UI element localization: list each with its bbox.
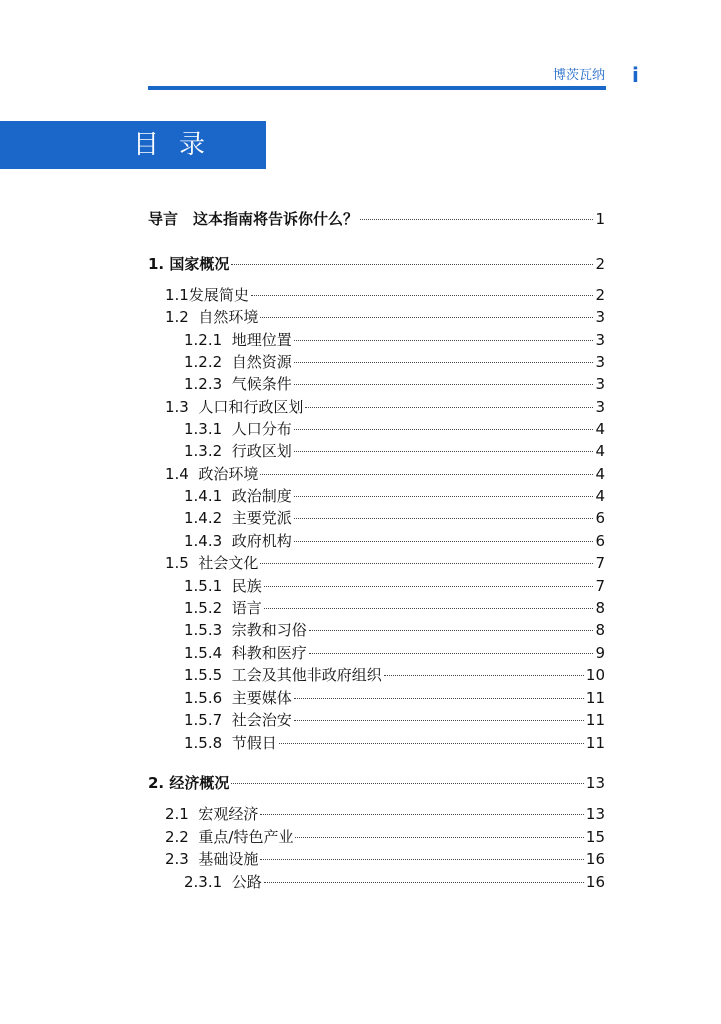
page-number: i xyxy=(632,63,639,87)
toc-entry-page: 2 xyxy=(595,255,605,273)
toc-dot-leader xyxy=(264,882,584,883)
running-head-title: 博茨瓦纳 xyxy=(552,68,605,83)
toc-entry[interactable] xyxy=(184,665,605,687)
toc-entry-label: 1.4 政治环境 xyxy=(165,465,259,483)
toc-entry-page: 2 xyxy=(595,286,605,304)
toc-entry-page: 4 xyxy=(595,420,605,438)
toc-entry[interactable] xyxy=(148,773,605,795)
toc-entry-page: 3 xyxy=(595,331,605,349)
toc-entry-label: 1.2.3 气候条件 xyxy=(184,375,292,393)
toc-dot-leader xyxy=(294,541,594,542)
toc-entry[interactable] xyxy=(184,374,605,396)
toc-entry-page: 15 xyxy=(585,828,605,846)
toc-dot-leader xyxy=(295,837,583,838)
toc-entry-page: 6 xyxy=(595,509,605,527)
toc-entry[interactable] xyxy=(184,419,605,441)
toc-entry-label: 1.1发展简史 xyxy=(165,286,249,304)
toc-entry-label: 1.5.6 主要媒体 xyxy=(184,689,292,707)
toc-entry-page: 16 xyxy=(585,873,605,891)
toc-dot-leader xyxy=(294,340,594,341)
toc-entry[interactable] xyxy=(165,397,605,419)
toc-entry-label: 2. 经济概况 xyxy=(148,774,230,792)
toc-entry-page: 13 xyxy=(585,774,605,792)
toc-entry-page: 7 xyxy=(595,577,605,595)
toc-entry-page: 8 xyxy=(595,621,605,639)
toc-entry-page: 4 xyxy=(595,487,605,505)
toc-dot-leader xyxy=(294,362,594,363)
toc-entry-page: 1 xyxy=(595,210,605,228)
toc-dot-leader xyxy=(260,317,593,318)
toc-dot-leader xyxy=(260,859,584,860)
toc-entry-label: 1.5.5 工会及其他非政府组织 xyxy=(184,666,382,684)
toc-entry[interactable] xyxy=(184,508,605,530)
toc-entry[interactable] xyxy=(165,307,605,329)
toc-entry-label: 1.5.8 节假日 xyxy=(184,734,277,752)
toc-entry-label: 2.3.1 公路 xyxy=(184,873,262,891)
toc-entry[interactable] xyxy=(165,827,605,849)
toc-dot-leader xyxy=(384,675,584,676)
page-title: 目录 xyxy=(133,130,226,160)
toc-entry[interactable] xyxy=(184,620,605,642)
toc-dot-leader xyxy=(305,407,593,408)
toc-entry[interactable] xyxy=(184,733,605,755)
toc-entry[interactable] xyxy=(184,598,605,620)
toc-entry[interactable] xyxy=(184,643,605,665)
toc-entry[interactable] xyxy=(184,441,605,463)
toc-entry-label: 1.2 自然环境 xyxy=(165,308,259,326)
toc-entry-label: 2.1 宏观经济 xyxy=(165,805,259,823)
toc-dot-leader xyxy=(264,608,594,609)
toc-entry-page: 16 xyxy=(585,850,605,868)
toc-entry[interactable] xyxy=(184,531,605,553)
toc-entry-label: 1.5.7 社会治安 xyxy=(184,711,292,729)
toc-entry-label: 1.3 人口和行政区划 xyxy=(165,398,304,416)
toc-dot-leader xyxy=(294,518,594,519)
header-rule xyxy=(148,86,606,90)
toc-entry[interactable] xyxy=(184,576,605,598)
toc-entry-page: 8 xyxy=(595,599,605,617)
toc-entry[interactable] xyxy=(184,330,605,352)
toc-entry-page: 3 xyxy=(595,398,605,416)
toc-entry[interactable] xyxy=(184,352,605,374)
toc-dot-leader xyxy=(279,743,584,744)
toc-dot-leader xyxy=(294,429,594,430)
toc-entry-label: 1.5.2 语言 xyxy=(184,599,262,617)
toc-dot-leader xyxy=(294,720,584,721)
toc-entry-page: 6 xyxy=(595,532,605,550)
toc-entry-label: 1.4.3 政府机构 xyxy=(184,532,292,550)
toc-entry[interactable] xyxy=(165,464,605,486)
toc-dot-leader xyxy=(264,586,594,587)
toc-dot-leader xyxy=(309,653,594,654)
toc-entry-label: 1.5 社会文化 xyxy=(165,554,259,572)
toc-entry-page: 4 xyxy=(595,442,605,460)
toc-dot-leader xyxy=(309,630,594,631)
toc-entry-page: 7 xyxy=(595,554,605,572)
toc-entry-label: 1.2.2 自然资源 xyxy=(184,353,292,371)
toc-entry-label: 1.5.4 科教和医疗 xyxy=(184,644,307,662)
toc-entry-label: 1.2.1 地理位置 xyxy=(184,331,292,349)
toc-entry-label: 1.5.3 宗教和习俗 xyxy=(184,621,307,639)
toc-entry[interactable] xyxy=(148,254,605,276)
toc-dot-leader xyxy=(251,295,594,296)
toc-dot-leader xyxy=(294,698,584,699)
toc-entry-label: 1. 国家概况 xyxy=(148,255,230,273)
toc-entry-page: 3 xyxy=(595,353,605,371)
toc-entry-label: 1.3.2 行政区划 xyxy=(184,442,292,460)
toc-entry[interactable] xyxy=(184,688,605,710)
toc-entry-label: 导言 这本指南将告诉你什么？ xyxy=(148,210,359,228)
toc-entry-label: 1.4.2 主要党派 xyxy=(184,509,292,527)
toc-entry[interactable] xyxy=(184,872,605,894)
toc-entry[interactable] xyxy=(184,486,605,508)
toc-dot-leader xyxy=(360,219,593,220)
toc-entry-page: 11 xyxy=(585,734,605,752)
toc-entry[interactable] xyxy=(165,804,605,826)
toc-entry[interactable] xyxy=(148,209,605,231)
toc-entry-label: 1.3.1 人口分布 xyxy=(184,420,292,438)
toc-dot-leader xyxy=(260,474,593,475)
toc-entry[interactable] xyxy=(165,849,605,871)
toc-entry-page: 4 xyxy=(595,465,605,483)
toc-entry[interactable] xyxy=(184,710,605,732)
toc-entry-page: 11 xyxy=(585,689,605,707)
toc-entry-page: 10 xyxy=(585,666,605,684)
toc-dot-leader xyxy=(260,814,584,815)
toc-entry-page: 3 xyxy=(595,308,605,326)
toc-entry-label: 1.5.1 民族 xyxy=(184,577,262,595)
toc-entry-page: 9 xyxy=(595,644,605,662)
toc-dot-leader xyxy=(294,451,594,452)
toc-entry-page: 3 xyxy=(595,375,605,393)
toc-dot-leader xyxy=(260,563,593,564)
toc-entry[interactable] xyxy=(165,553,605,575)
toc-entry-label: 1.4.1 政治制度 xyxy=(184,487,292,505)
toc-entry-label: 2.2 重点/特色产业 xyxy=(165,828,294,846)
toc-dot-leader xyxy=(231,783,584,784)
toc-dot-leader xyxy=(294,496,594,497)
toc-entry-page: 11 xyxy=(585,711,605,729)
toc-entry-page: 13 xyxy=(585,805,605,823)
toc-dot-leader xyxy=(294,384,594,385)
toc-entry-label: 2.3 基础设施 xyxy=(165,850,259,868)
toc-entry[interactable] xyxy=(165,285,605,307)
toc-dot-leader xyxy=(231,264,593,265)
